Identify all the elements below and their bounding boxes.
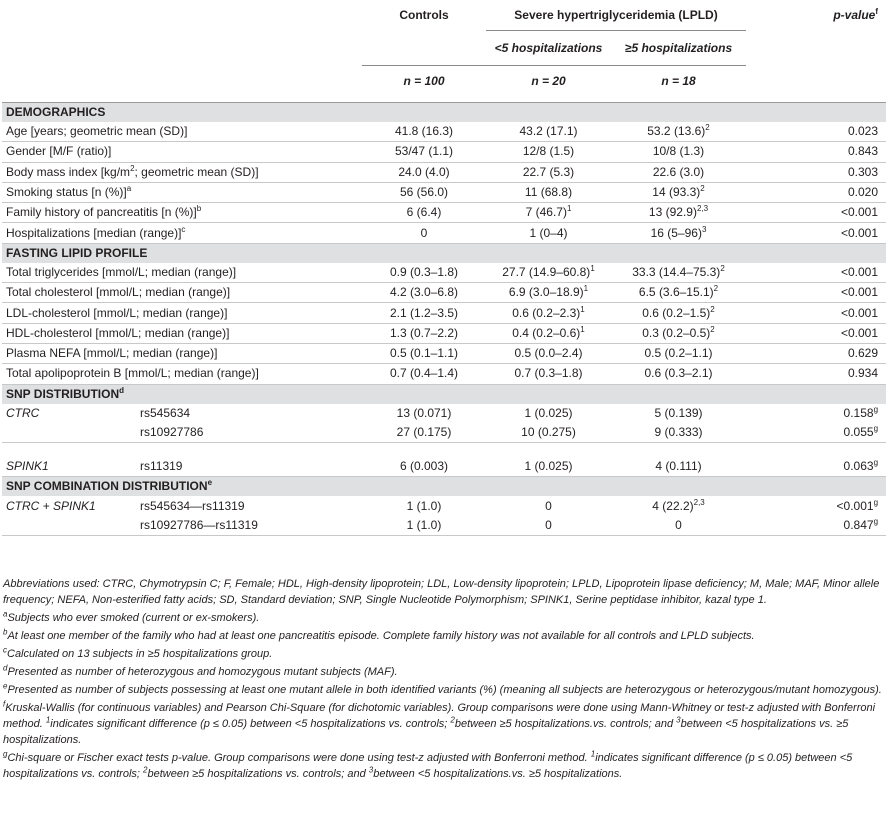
table-row [2, 263, 886, 283]
controls-value: 53/47 (1.1) [362, 142, 486, 162]
p-value: <0.001$^g$ [836, 497, 879, 513]
table-row [2, 182, 886, 202]
footnote-f: $^f$Kruskal-Wallis (for continuous variables) and Pearson Chi-Square (for dichotomic variables). Group comparisons were done using Mann-Whitney or test-z adjusted with Bonferroni method. $^1$indicates significant difference (p ≤ 0.05) between <5 hospitalizations vs. controls; $^2$between ≥5 hospitalizations.vs. controls; and $^3$between <5 hospitalizations vs. ≥5 hospitalizations. [3, 699, 876, 746]
controls-value: 0.5 (0.1–1.1) [362, 343, 486, 363]
p-value: <0.001 [746, 203, 886, 223]
header-n-lt5: n = 20 [486, 66, 611, 97]
p-value: 0.055$^g$ [746, 423, 886, 443]
section-lipid: FASTING LIPID PROFILE [2, 243, 886, 263]
header-controls: Controls [399, 7, 449, 22]
lt5-value: 22.7 (5.3) [486, 162, 611, 182]
row-label: Total apolipoprotein B [mmol/L; median (range)] [2, 364, 362, 384]
gene-label: CTRC [6, 405, 40, 420]
gene-label: CTRC + SPINK1 [6, 498, 96, 513]
lt5-value: 7 $(46.7)^1$ [486, 203, 611, 223]
table-row [2, 203, 886, 223]
table-row [2, 142, 886, 162]
lt5-value: 1 (0.025) [524, 405, 573, 420]
lt5-value: 0 [486, 516, 611, 536]
lt5-value: 0.7 (0.3–1.8) [486, 364, 611, 384]
ge5-value: 10/8 (1.3) [611, 142, 746, 162]
row-label: Smoking status [n (%)]$^a$ [2, 182, 362, 202]
p-value: <0.001 [746, 223, 886, 243]
ge5-value: 14 $(93.3)^2$ [611, 182, 746, 202]
gene-label: SPINK1 [2, 457, 136, 477]
p-value: <0.001 [746, 323, 886, 343]
controls-value: 6 (0.003) [362, 457, 486, 477]
table-row [2, 223, 886, 243]
header-n-ge5: n = 18 [611, 66, 746, 97]
ge5-value: 16 $(5-96)^3$ [611, 223, 746, 243]
p-value: 0.843 [746, 142, 886, 162]
footnote-b: $^b$At least one member of the family who had at least one pancreatitis episode. Complete family history was not available for all controls and LPLD subjects. [3, 627, 755, 642]
ge5-value: 22.6 (3.0) [611, 162, 746, 182]
ge5-value: 53.2 $(13.6)^2$ [611, 122, 746, 142]
lt5-value: 0.5 (0.0–2.4) [486, 343, 611, 363]
ge5-value: 4 $(22.2)^{2,3}$ [652, 497, 705, 513]
table-row [2, 283, 886, 303]
header-pvalue-sup: f [875, 6, 879, 16]
controls-value: 0.9 (0.3–1.8) [362, 263, 486, 283]
lt5-value: 43.2 (17.1) [486, 122, 611, 142]
p-value: 0.629 [746, 343, 886, 363]
row-label: Plasma NEFA [mmol/L; median (range)] [2, 343, 362, 363]
p-value: <0.001 [746, 303, 886, 323]
snp-id: rs545634 [140, 405, 191, 420]
table-row [2, 303, 886, 323]
p-value: 0.934 [746, 364, 886, 384]
gene-label [2, 516, 136, 536]
footnote-c: $^c$Calculated on 13 subjects in ≥5 hospitalizations group. [3, 645, 273, 660]
table-row [2, 343, 886, 363]
ge5-value: 0.6 (0.3–2.1) [611, 364, 746, 384]
controls-value: 0.7 (0.4–1.4) [362, 364, 486, 384]
p-value: 0.020 [746, 182, 886, 202]
row-label: LDL-cholesterol [mmol/L; median (range)] [2, 303, 362, 323]
row-label: Body mass index [$kg/m^2$; geometric mean (SD)] [2, 162, 362, 182]
p-value: 0.303 [746, 162, 886, 182]
controls-value: 1 (1.0) [406, 498, 442, 513]
p-value: 0.063$^g$ [746, 457, 886, 477]
controls-value: 24.0 (4.0) [362, 162, 486, 182]
row-label: Age [years; geometric mean (SD)] [2, 122, 362, 142]
header-n-controls: n = 100 [362, 66, 486, 97]
controls-value: 2.1 (1.2–3.5) [362, 303, 486, 323]
lt5-value: 1 (0.025) [486, 457, 611, 477]
p-value: 0.158$^g$ [843, 404, 879, 420]
controls-value: 1 (1.0) [362, 516, 486, 536]
lt5-value: 11 (68.8) [486, 182, 611, 202]
table-row [2, 516, 886, 536]
ge5-value: 33.3 $(14.4-75.3)^2$ [611, 263, 746, 283]
row-label: Total cholesterol [mmol/L; median (range)] [2, 283, 362, 303]
table-row [2, 457, 886, 477]
header-shtg: Severe hypertriglyceridemia (LPLD) [514, 7, 718, 22]
controls-value: 13 (0.071) [396, 405, 452, 420]
table-footnotes [3, 576, 883, 784]
row-label: Hospitalizations [median (range)]$^c$ [2, 223, 362, 243]
section-demographics: DEMOGRAPHICS [2, 103, 886, 123]
controls-value: 1.3 (0.7–2.2) [362, 323, 486, 343]
ge5-value: 0.6 $(0.2-1.5)^2$ [611, 303, 746, 323]
ge5-value: 13 $(92.9)^{2,3}$ [611, 203, 746, 223]
controls-value: 56 (56.0) [362, 182, 486, 202]
p-value: <0.001 [746, 283, 886, 303]
lt5-value: 0.6 $(0.2-2.3)^1$ [486, 303, 611, 323]
table-row [2, 323, 886, 343]
header-ge5: ≥5 hospitalizations [624, 40, 733, 55]
ge5-value: 5 (0.139) [654, 405, 703, 420]
lt5-value: 12/8 (1.5) [486, 142, 611, 162]
header-row-3 [2, 66, 886, 97]
ge5-value: 4 (0.111) [611, 457, 746, 477]
table-row [2, 162, 886, 182]
snp-id: rs10927786 [136, 423, 362, 443]
ge5-value: 6.5 $(3.6-15.1)^2$ [611, 283, 746, 303]
ge5-value: 0.3 $(0.2-0.5)^2$ [611, 323, 746, 343]
gene-label [2, 423, 136, 443]
row-label: HDL-cholesterol [mmol/L; median (range)] [2, 323, 362, 343]
snp-id: rs11319 [136, 457, 362, 477]
lt5-value: 27.7 $(14.9-60.8)^1$ [486, 263, 611, 283]
controls-value: 6 (6.4) [362, 203, 486, 223]
section-snp: SNP DISTRIBUTION$^d$ [2, 384, 886, 404]
p-value: <0.001 [746, 263, 886, 283]
snp-id: rs545634—rs11319 [140, 498, 245, 513]
table-row [2, 423, 886, 443]
footnote-a: $^a$Subjects who ever smoked (current or ex-smokers). [3, 609, 260, 624]
controls-value: 4.2 (3.0–6.8) [362, 283, 486, 303]
table-row [2, 122, 886, 142]
lt5-value: 6.9 $(3.0-18.9)^1$ [486, 283, 611, 303]
table-row [2, 404, 886, 423]
ge5-value: 0 [611, 516, 746, 536]
header-row-1 [2, 0, 886, 31]
controls-value: 41.8 (16.3) [362, 122, 486, 142]
p-value: 0.847$^g$ [746, 516, 886, 536]
row-label: Total triglycerides [mmol/L; median (range)] [2, 263, 362, 283]
ge5-value: 0.5 (0.2–1.1) [611, 343, 746, 363]
footnote-d: $^d$Presented as number of heterozygous and homozygous mutant subjects (MAF). [3, 663, 398, 678]
snp-id: rs10927786—rs11319 [136, 516, 362, 536]
section-snp-combination: SNP COMBINATION DISTRIBUTION$^e$ [2, 477, 886, 497]
lt5-value: 0 [545, 498, 552, 513]
row-label: Family history of pancreatitis [n (%)]$^b$ [2, 203, 362, 223]
table-row [2, 496, 886, 515]
controls-value: 27 (0.175) [362, 423, 486, 443]
footnote-e: $^e$Presented as number of subjects possessing at least one mutant allele in both identified variants (%) (meaning all subjects are heterozygous or heterozygous/mutant homozygous). [3, 681, 882, 696]
footnote-abbreviations: Abbreviations used: CTRC, Chymotrypsin C; F, Female; HDL, High-density lipoprotein; LDL, Low-density lipoprotein; LPLD, Lipoprotein lipase deficiency; M, Male; MAF, Minor allele frequency; NEFA, Non-esterified fatty acids; SD, Standard deviation; SNP, Single Nucleotide Polymorphism; SPINK1, Serine peptidase inhibitor, kazal type 1. [3, 578, 880, 606]
header-row-2 [2, 31, 886, 66]
lt5-value: 10 (0.275) [486, 423, 611, 443]
row-label: Gender [M/F (ratio)] [2, 142, 362, 162]
lt5-value: 0.4 $(0.2-0.6)^1$ [486, 323, 611, 343]
lt5-value: 1 (0–4) [486, 223, 611, 243]
header-pvalue: p-value [833, 7, 876, 22]
p-value: 0.023 [746, 122, 886, 142]
ge5-value: 9 (0.333) [611, 423, 746, 443]
results-table [2, 0, 886, 536]
controls-value: 0 [362, 223, 486, 243]
header-lt5: <5 hospitalizations [494, 40, 603, 55]
table-row [2, 364, 886, 384]
footnote-g: $^g$Chi-square or Fischer exact tests p-value. Group comparisons were done using test-z adjusted with Bonferroni method. $^1$indicates significant difference (p ≤ 0.05) between <5 hospitalizations vs. controls; $^2$between ≥5 hospitalizations vs. controls; and $^3$between <5 hospitalizations.vs. ≥5 hospitalizations. [3, 749, 853, 780]
